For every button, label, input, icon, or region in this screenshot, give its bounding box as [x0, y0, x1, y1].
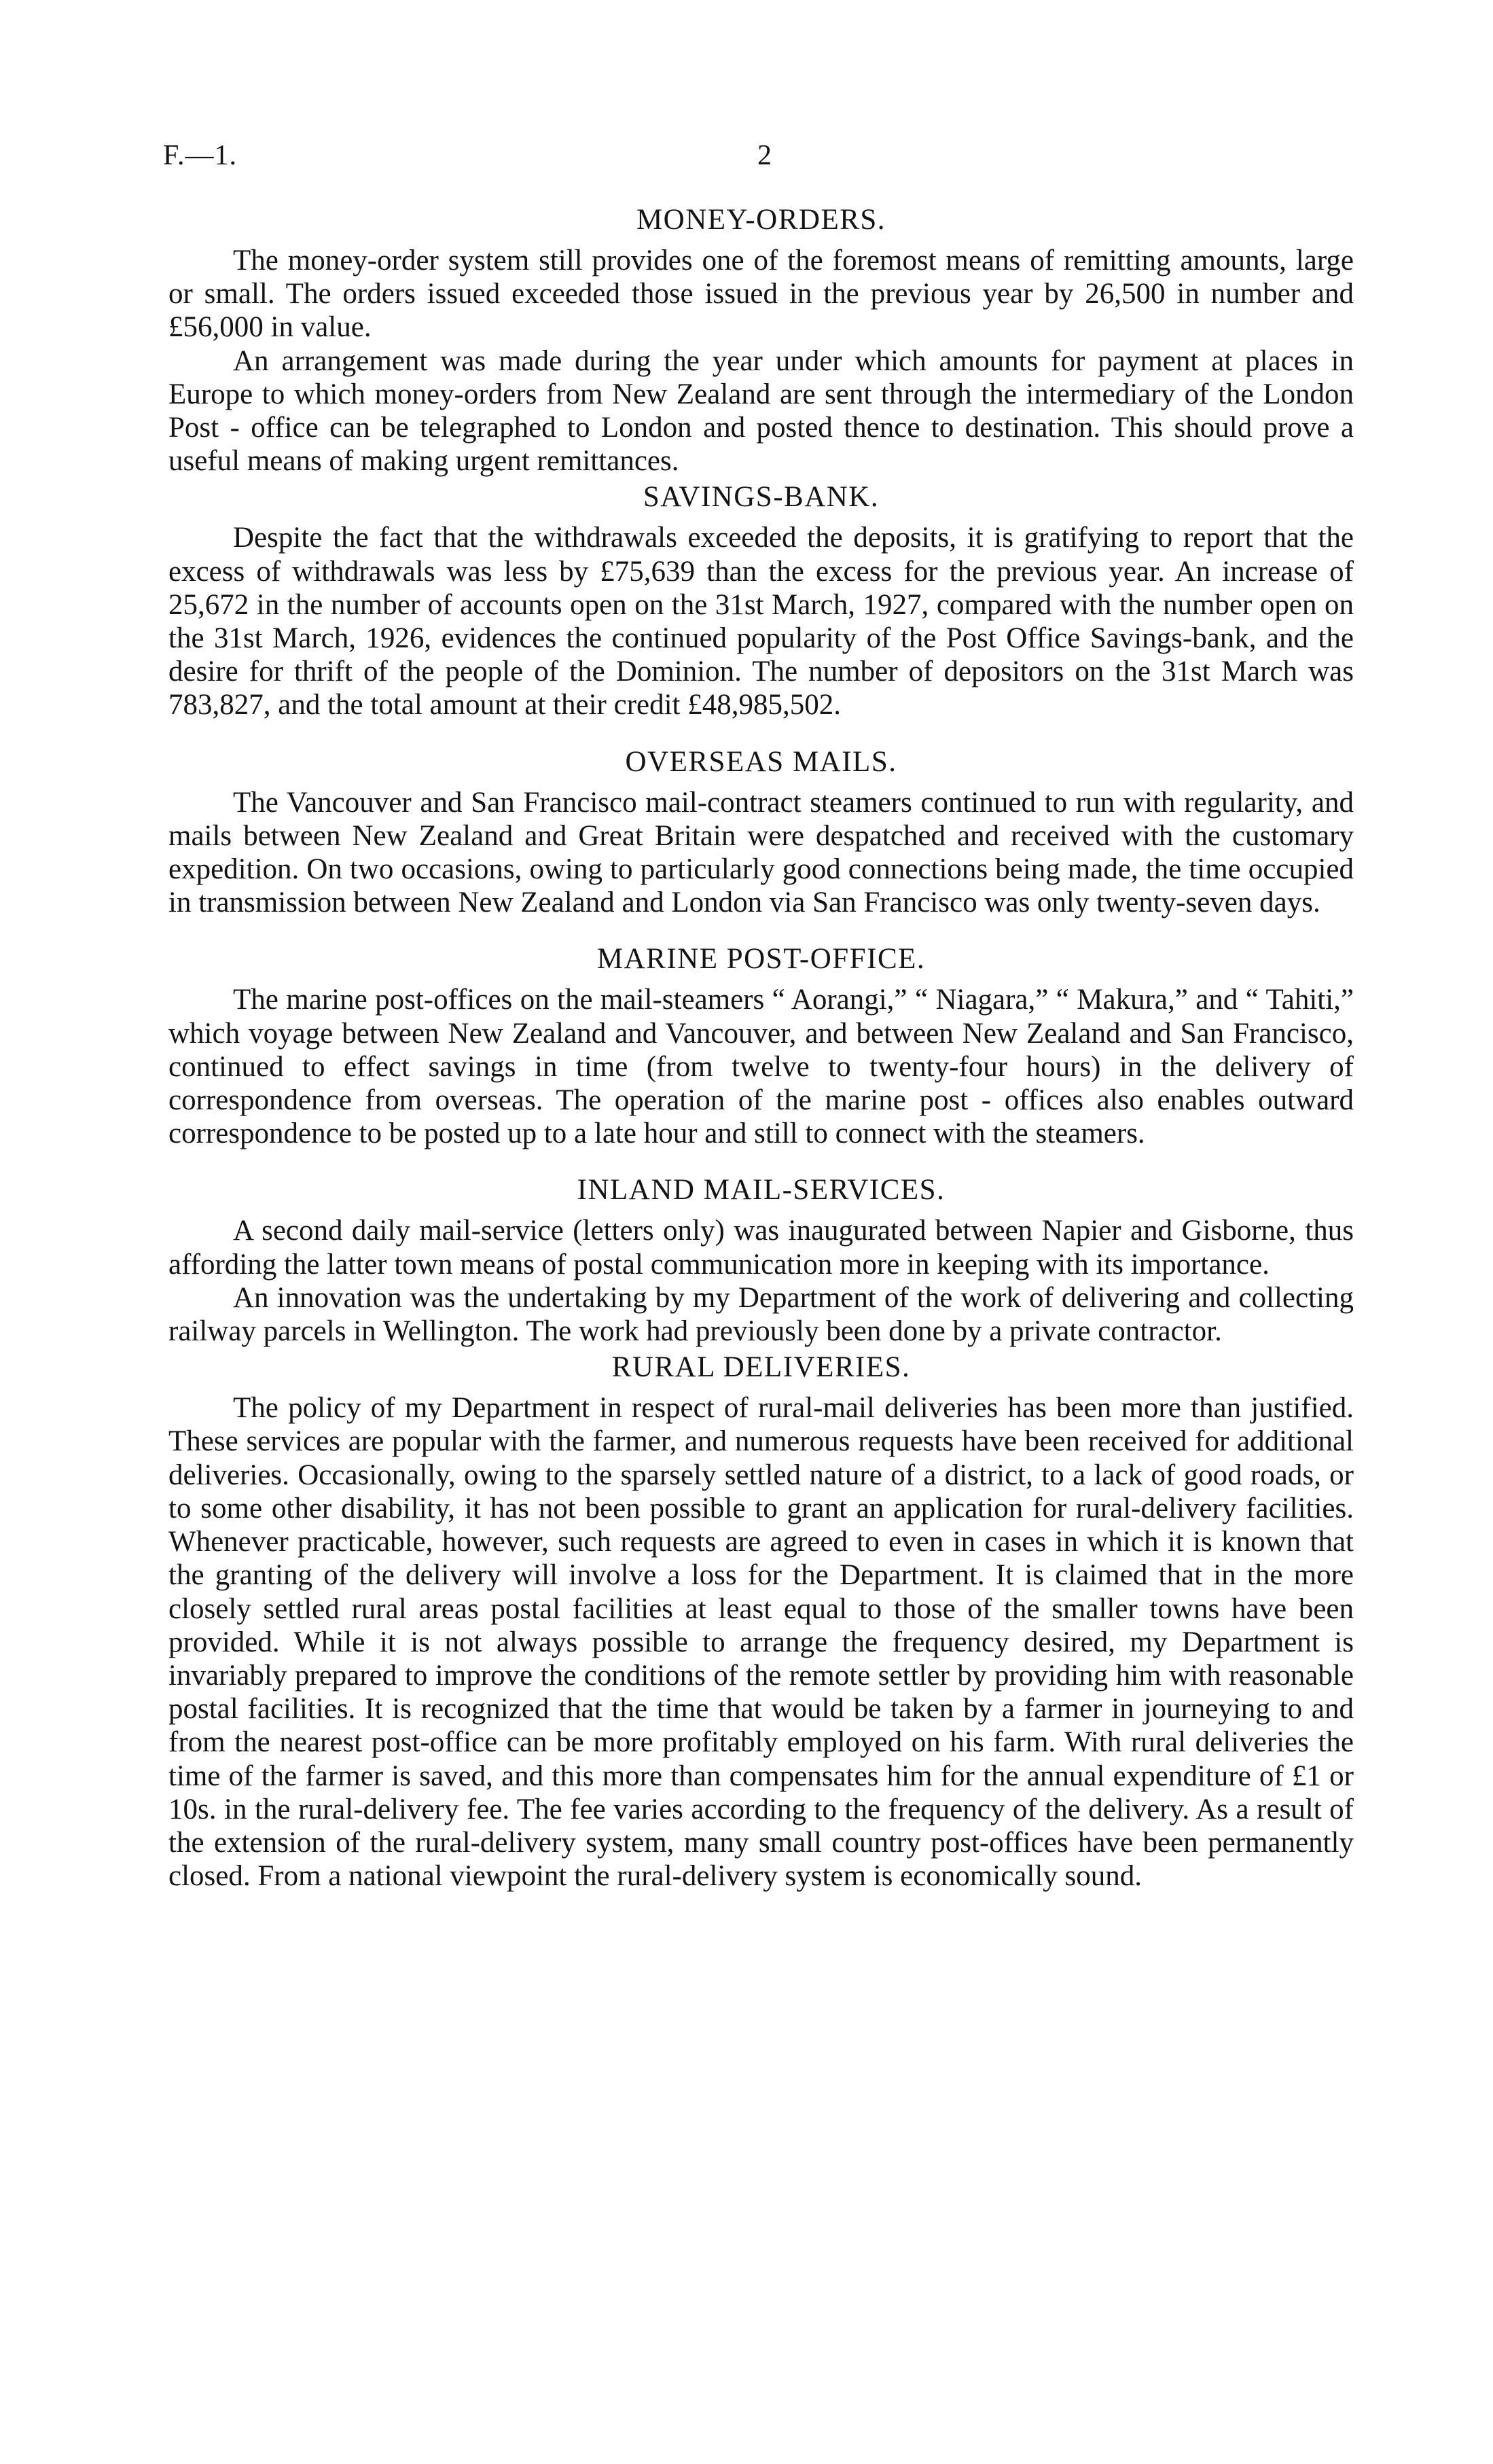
- section-heading: MARINE POST-OFFICE.: [596, 943, 926, 976]
- paragraph: The money-order system still provides one of the foremost means of remitting amounts, large or small. The orders issued exceeded those issued in the previous year by 26,500 in number and £56,000 in value.: [168, 245, 1354, 344]
- page-body: [168, 200, 1354, 1893]
- section-heading: RURAL DELIVERIES.: [611, 1351, 911, 1384]
- document-reference: F.—1.: [163, 140, 237, 171]
- section-marine-post-office: [168, 940, 1354, 1150]
- section-inland-mail-services: [168, 1171, 1354, 1348]
- section-heading: MONEY-ORDERS.: [636, 204, 886, 236]
- section-overseas-mails: [168, 743, 1354, 920]
- paragraph: Despite the fact that the withdrawals exceeded the deposits, it is gratifying to report that the excess of withdrawals was less by £75,639 than the excess for the previous year. An increase of 25,672 in the number of accounts open on the 31st March, 1927, compared with the number open on the 31st March, 1926, evidences the continued popularity of the Post Office Savings-bank, and the desire for thrift of the people of the Dominion. The number of depositors on the 31st March was 783,827, and the total amount at their credit £48,985,502.: [168, 522, 1354, 721]
- section-money-orders: [168, 200, 1354, 478]
- paragraph: An arrangement was made during the year under which amounts for payment at places in Europe to which money-orders from New Zealand are sent through the intermediary of the London Post - office can be telegraphed to London and posted thence to destination. This should prove a useful means of making urgent remittances.: [168, 344, 1354, 478]
- paragraph: The marine post-offices on the mail-steamers “ Aorangi,” “ Niagara,” “ Makura,” and “ Tahiti,” which voyage between New Zealand and Vancouver, and between New Zealand and San Francisco, continued to effect savings in time (from twelve to twenty-four hours) in the delivery of correspondence from overseas. The operation of the marine post - offices also enables outward correspondence to be posted up to a late hour and still to connect with the steamers.: [168, 984, 1354, 1150]
- section-savings-bank: [168, 478, 1354, 721]
- section-heading: INLAND MAIL-SERVICES.: [577, 1174, 946, 1207]
- paragraph: The policy of my Department in respect of rural-mail deliveries has been more than justified. These services are popular with the farmer, and numerous requests have been received for additional deliveries. Occasionally, owing to the sparsely settled nature of a district, to a lack of good roads, or to some other disability, it has not been possible to grant an application for rural-delivery facilities. Whenever practicable, however, such requests are agreed to even in cases in which it is known that the granting of the delivery will involve a loss for the Department. It is claimed that in the more closely settled rural areas postal facilities at least equal to those of the smaller towns have been provided. While it is not always possible to arrange the frequency desired, my Department is invariably prepared to improve the conditions of the remote settler by providing him with reasonable postal facilities. It is recognized that the time that would be taken by a farmer in journeying to and from the nearest post-office can be more profitably employed on his farm. With rural deliveries the time of the farmer is saved, and this more than compensates him for the annual expenditure of £1 or 10s. in the rural-delivery fee. The fee varies according to the frequency of the delivery. As a result of the extension of the rural-delivery system, many small country post-offices have been permanently closed. From a national viewpoint the rural-delivery system is economically sound.: [168, 1392, 1354, 1893]
- paragraph: A second daily mail-service (letters only) was inaugurated between Napier and Gisborne, thus affording the latter town means of postal communication more in keeping with its importance.: [168, 1215, 1354, 1281]
- section-rural-deliveries: [168, 1348, 1354, 1893]
- section-heading: SAVINGS-BANK.: [643, 481, 880, 514]
- paragraph: The Vancouver and San Francisco mail-contract steamers continued to run with regularity, and mails between New Zealand and Great Britain were despatched and received with the customary expedition. On two occasions, owing to particularly good connections being made, the time occupied in transmission between New Zealand and London via San Francisco was only twenty-seven days.: [168, 786, 1354, 919]
- paragraph: An innovation was the undertaking by my Department of the work of delivering and collecting railway parcels in Wellington. The work had previously been done by a private contractor.: [168, 1281, 1354, 1348]
- section-heading: OVERSEAS MAILS.: [625, 745, 897, 778]
- page-number: 2: [757, 140, 772, 171]
